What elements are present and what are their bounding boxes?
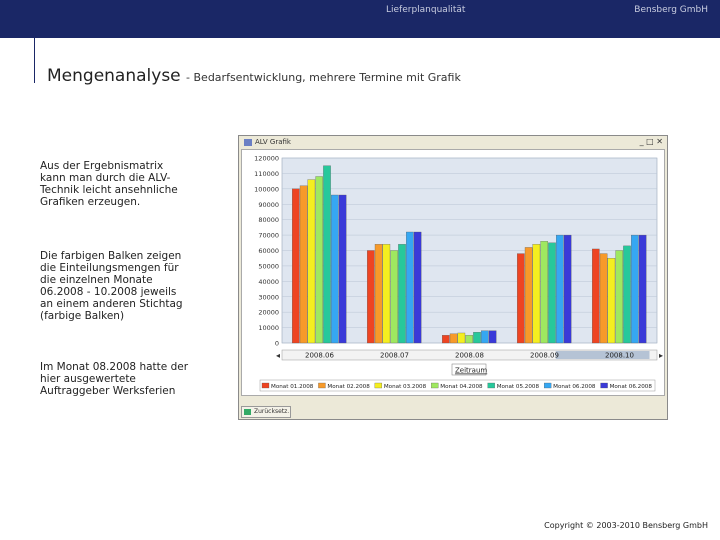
bar: [639, 235, 646, 343]
copyright-footer: Copyright © 2003-2010 Bensberg GmbH: [544, 521, 708, 530]
scrollbar-thumb: [556, 351, 650, 359]
bar: [608, 258, 615, 343]
bar: [458, 333, 465, 343]
window-titlebar: [241, 137, 665, 148]
x-tick-label: 2008.09: [530, 351, 559, 360]
header-topic: Lieferplanqualität: [386, 5, 466, 15]
window-controls[interactable]: _ □ ✕: [639, 137, 663, 146]
bar: [316, 177, 323, 344]
bar: [398, 244, 405, 343]
bar: [592, 249, 599, 343]
bar: [442, 335, 449, 343]
legend-swatch: [431, 383, 438, 388]
scroll-left-icon: ◂: [276, 351, 281, 360]
bar: [323, 166, 330, 343]
title-divider: [34, 38, 35, 83]
legend-label: Monat 02.2008: [327, 384, 370, 390]
x-tick-label: 2008.07: [380, 351, 409, 360]
scroll-right-icon: ▸: [659, 351, 664, 360]
legend-label: Monat 04.2008: [440, 384, 483, 390]
bar: [517, 254, 524, 343]
bar: [300, 186, 307, 343]
bar: [473, 332, 480, 343]
bar: [339, 195, 346, 343]
bar: [292, 189, 299, 343]
alv-chart-window: [238, 135, 668, 420]
window-icon: [244, 139, 252, 146]
y-tick-label: 50000: [258, 262, 279, 271]
legend-swatch: [544, 383, 551, 388]
bar: [556, 235, 563, 343]
legend-label: Monat 01.2008: [271, 384, 314, 390]
bar: [600, 254, 607, 343]
bar: [548, 243, 555, 343]
legend-label: Monat 05.2008: [496, 384, 540, 390]
bar: [406, 232, 413, 343]
y-tick-label: 10000: [258, 324, 279, 333]
x-axis-title: Zeitraum: [455, 366, 488, 375]
bar: [489, 331, 496, 343]
bar: [414, 232, 421, 343]
y-tick-label: 60000: [258, 247, 279, 255]
legend-label: Monat 06.2008: [609, 384, 652, 390]
y-tick-label: 20000: [258, 308, 279, 317]
paragraph-3: Im Monat 08.2008 hatte der hier ausgewertete Auftraggeber Werksferien: [40, 361, 189, 397]
y-tick-label: 80000: [258, 216, 279, 225]
bar: [308, 180, 315, 343]
legend-swatch: [262, 383, 269, 388]
legend-swatch: [601, 383, 608, 388]
y-tick-label: 70000: [258, 231, 279, 240]
page-title-main: Mengenanalyse: [47, 66, 181, 86]
page-title: [47, 66, 461, 86]
bar: [367, 251, 374, 344]
page-title-sub: - Bedarfsentwicklung, mehrere Termine mit Grafik: [186, 71, 461, 84]
bar: [391, 251, 398, 344]
bar: [631, 235, 638, 343]
y-tick-label: 0: [274, 339, 279, 348]
legend-swatch: [375, 383, 382, 388]
paragraph-2: Die farbigen Balken zeigen die Einteilungsmengen für die einzelnen Monate 06.2008 - 10.2008 jeweils an einem anderen Stichtag (farbige Balken): [40, 250, 183, 322]
bar: [616, 251, 623, 344]
y-tick-label: 110000: [254, 169, 279, 178]
x-tick-label: 2008.10: [605, 351, 634, 360]
header-company: Bensberg GmbH: [634, 5, 708, 15]
bar: [564, 235, 571, 343]
x-tick-label: 2008.06: [305, 351, 334, 360]
bar: [375, 244, 382, 343]
reset-label: Zurücksetz.: [254, 408, 290, 415]
y-tick-label: 120000: [254, 154, 279, 163]
paragraph-1: Aus der Ergebnismatrix kann man durch die ALV-Technik leicht ansehnliche Grafiken erzeugen.: [40, 160, 178, 208]
legend-swatch: [488, 383, 495, 388]
bar: [541, 241, 548, 343]
bar: [481, 331, 488, 343]
window-title: ALV Grafik: [255, 138, 291, 146]
chart-panel: [241, 149, 665, 396]
legend-label: Monat 03.2008: [383, 384, 427, 390]
bar: [525, 247, 532, 343]
bar: [383, 244, 390, 343]
slide-header-bar: [0, 0, 720, 38]
x-tick-label: 2008.08: [455, 351, 484, 360]
reset-icon: [244, 409, 251, 415]
y-tick-label: 90000: [258, 200, 279, 209]
y-tick-label: 100000: [254, 185, 279, 194]
bar: [331, 195, 338, 343]
y-tick-label: 40000: [258, 277, 279, 286]
bar: [466, 335, 473, 343]
bar: [450, 334, 457, 343]
legend-label: Monat 06.2008: [553, 384, 596, 390]
bar: [623, 246, 630, 343]
bar: [533, 244, 540, 343]
y-tick-label: 30000: [258, 293, 279, 302]
legend-swatch: [318, 383, 325, 388]
bar-chart: [242, 150, 664, 395]
reset-button[interactable]: [241, 406, 291, 418]
